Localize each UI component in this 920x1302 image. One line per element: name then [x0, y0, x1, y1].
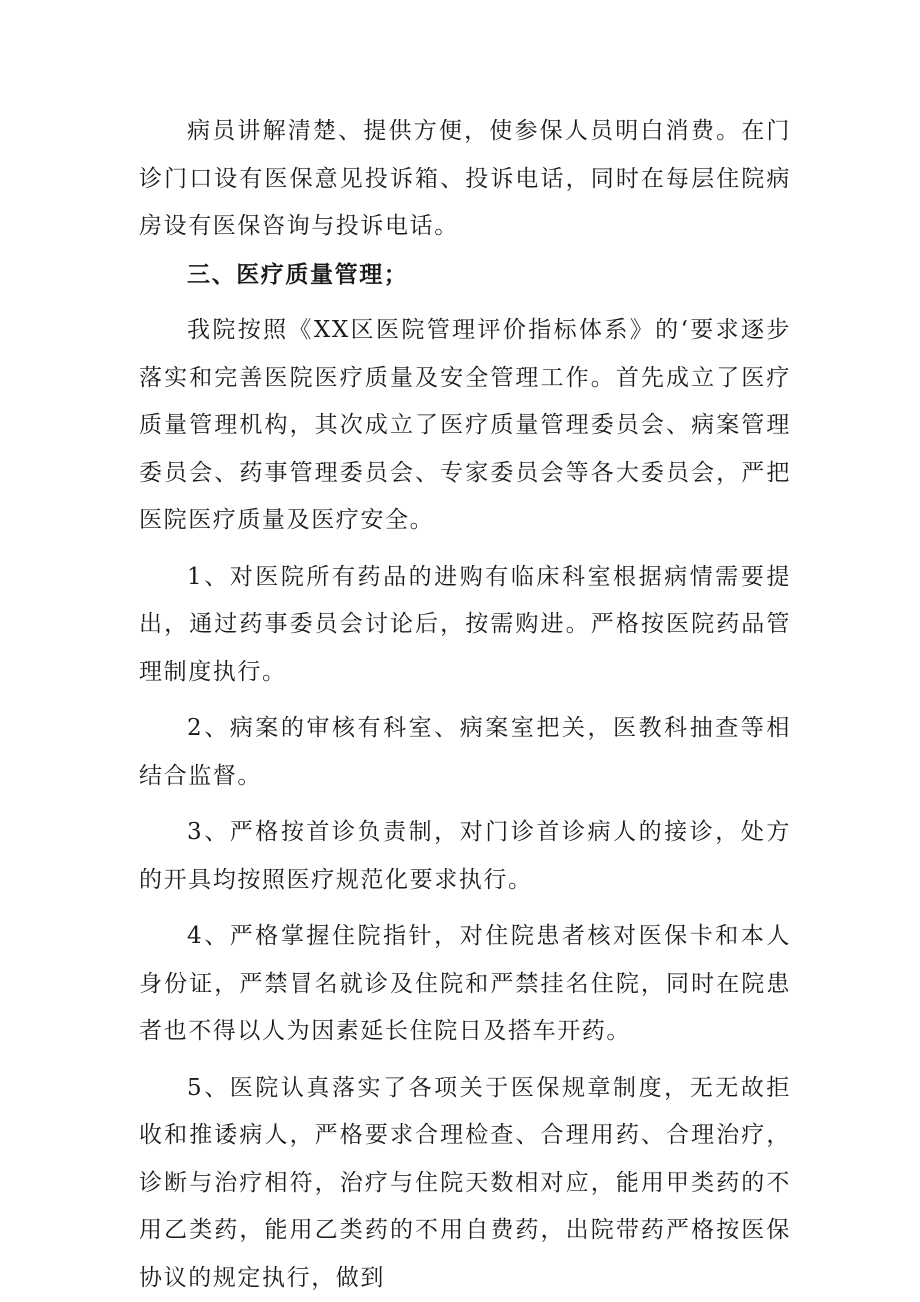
- list-item-2: 2、病案的审核有科室、病案室把关，医教科抽查等相结合监督。: [139, 705, 791, 800]
- list-item-3: 3、严格按首诊负责制，对门诊首诊病人的接诊，处方的开具均按照医疗规范化要求执行。: [139, 809, 791, 904]
- section-heading: 三、医疗质量管理；: [139, 251, 791, 299]
- list-item-1: 1、对医院所有药品的进购有临床科室根据病情需要提出，通过药事委员会讨论后，按需购进。严格按医院药品管理制度执行。: [139, 554, 791, 697]
- section-intro-paragraph: 我院按照《XX区医院管理评价指标体系》的‘要求逐步落实和完善医院医疗质量及安全管理工作。首先成立了医疗质量管理机构，其次成立了医疗质量管理委员会、病案管理委员会、药事管理委员会、专家委员会等各大委员会，严把医院医疗质量及医疗安全。: [139, 307, 791, 545]
- list-item-4: 4、严格掌握住院指针，对住院患者核对医保卡和本人身份证，严禁冒名就诊及住院和严禁挂名住院，同时在院患者也不得以人为因素延长住院日及搭车开药。: [139, 913, 791, 1056]
- list-item-5: 5、医院认真落实了各项关于医保规章制度，无无故拒收和推诿病人，严格要求合理检查、合理用药、合理治疗，诊断与治疗相符，治疗与住院天数相对应，能用甲类药的不用乙类药，能用乙类药的不用自费药，出院带药严格按医保协议的规定执行，做到: [139, 1065, 791, 1302]
- document-page: [139, 108, 791, 1302]
- intro-paragraph: 病员讲解清楚、提供方便，使参保人员明白消费。在门诊门口设有医保意见投诉箱、投诉电话，同时在每层住院病房设有医保咨询与投诉电话。: [139, 108, 791, 251]
